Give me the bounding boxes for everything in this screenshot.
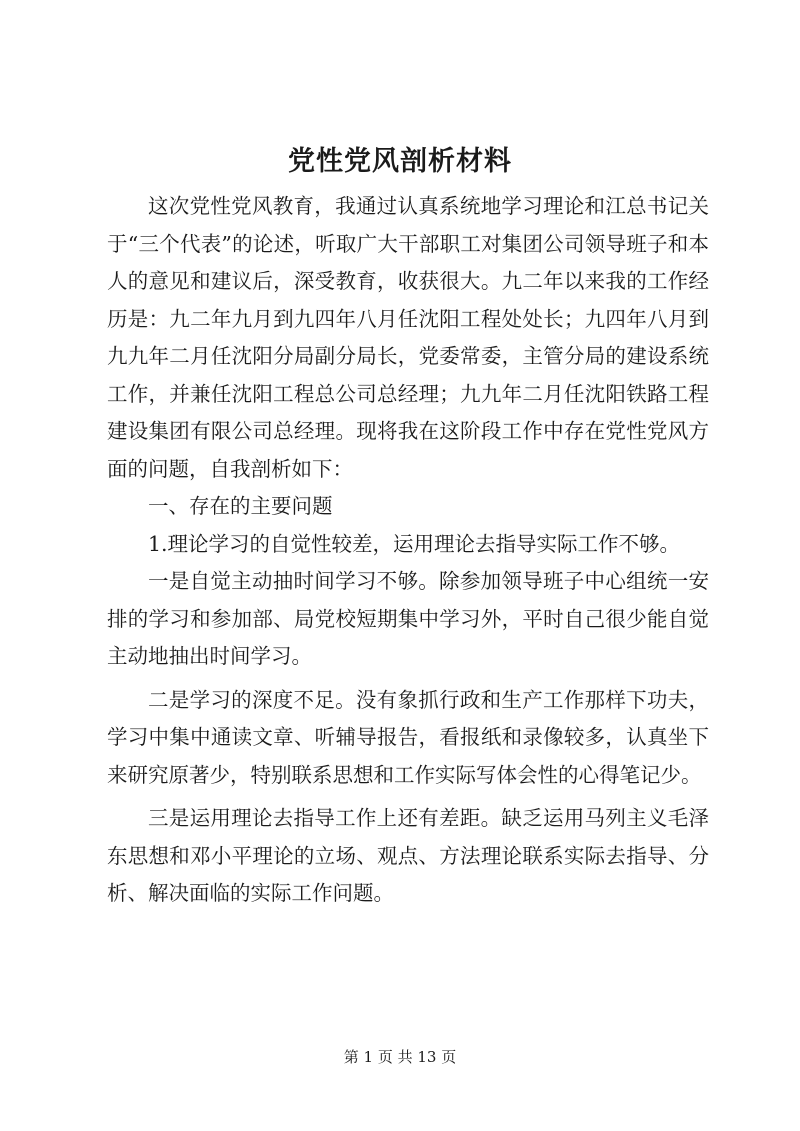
section-heading-problems: 一、存在的主要问题 bbox=[148, 494, 333, 518]
page-number-footer: 第 1 页 共 13 页 bbox=[343, 1048, 457, 1066]
document-title: 党性党风剖析材料 bbox=[288, 146, 512, 177]
paragraph-point-two: 二是学习的深度不足。没有象抓行政和生产工作那样下功夫，学习中集中通读文章、听辅导报告，看报纸和录像较多，认真坐下来研究原著少，特别联系思想和工作实际写体会性的心得笔记少。 bbox=[107, 687, 709, 787]
paragraph-point-one: 一是自觉主动抽时间学习不够。除参加领导班子中心组统一安排的学习和参加部、局党校短期集中学习外，平时自己很少能自觉主动地抽出时间学习。 bbox=[107, 569, 709, 668]
document-body bbox=[107, 188, 709, 913]
paragraph-intro: 这次党性党风教育，我通过认真系统地学习理论和江总书记关于“三个代表”的论述，听取广大干部职工对集团公司领导班子和本人的意见和建议后，深受教育，收获很大。九二年以来我的工作经历是：九二年九月到九四年八月任沈阳工程处处长；九四年八月到九九年二月任沈阳分局副分局长，党委常委，主管分局的建设系统工作，并兼任沈阳工程总公司总经理；九九年二月任沈阳铁路工程建设集团有限公司总经理。现将我在这阶段工作中存在党性党风方面的问题，自我剖析如下： bbox=[107, 194, 709, 481]
subheading-theory-study: 1.理论学习的自觉性较差，运用理论去指导实际工作不够。 bbox=[148, 531, 681, 556]
paragraph-point-three: 三是运用理论去指导工作上还有差距。缺乏运用马列主义毛泽东思想和邓小平理论的立场、观点、方法理论联系实际去指导、分析、解决面临的实际工作问题。 bbox=[107, 806, 709, 905]
